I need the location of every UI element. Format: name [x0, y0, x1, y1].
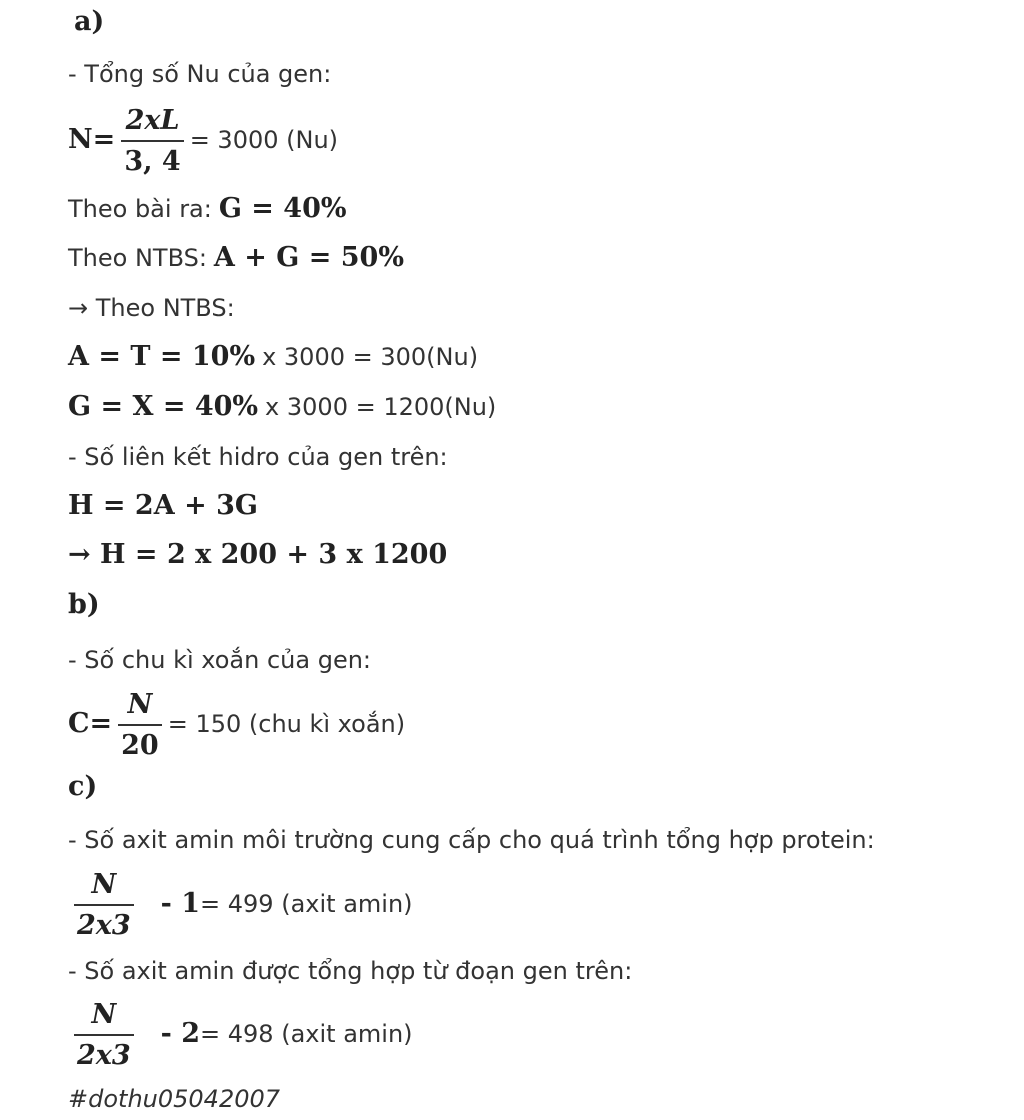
h-formula: H = 2A + 3G — [68, 490, 258, 521]
part-c-label: c) — [68, 771, 98, 802]
part-a-label: a) — [74, 6, 105, 37]
n-fraction — [121, 104, 183, 179]
h-calc: → H = 2 x 200 + 3 x 1200 — [68, 539, 448, 570]
given-line — [68, 193, 347, 225]
helix-heading: - Số chu kì xoắn của gen: — [68, 646, 372, 674]
given-math: G = 40% — [218, 193, 347, 224]
f2-result: = 498 (axit amin) — [200, 1020, 413, 1049]
hydro-heading: - Số liên kết hidro của gen trên: — [68, 443, 448, 471]
at-math: A = T = 10% — [68, 341, 256, 372]
ntbs-line — [68, 242, 404, 274]
hashtag: #dothu05042007 — [68, 1085, 281, 1113]
at-line — [68, 341, 478, 373]
part-b-label: b) — [68, 589, 100, 620]
f2-denominator: 2x3 — [77, 1040, 131, 1071]
c-formula — [68, 688, 405, 763]
amino-heading-2: - Số axit amin được tổng hợp từ đoạn gen trên: — [68, 957, 633, 985]
given-label: Theo bài ra: — [68, 195, 212, 223]
total-nu-heading: - Tổng số Nu của gen: — [68, 60, 332, 88]
f1-minus: - 1 — [160, 888, 201, 920]
c-numerator: N — [118, 688, 162, 726]
at-rest: x 3000 = 300(Nu) — [262, 343, 479, 371]
n-denominator: 3, 4 — [124, 146, 181, 177]
amino-formula-1 — [68, 868, 413, 943]
f1-fraction — [74, 868, 134, 943]
ntbs-math: A + G = 50% — [213, 242, 404, 273]
arrow-ntbs: → Theo NTBS: — [68, 294, 235, 322]
c-fraction — [118, 688, 162, 763]
c-lhs: C= — [68, 708, 113, 740]
n-lhs: N= — [68, 124, 116, 156]
f1-denominator: 2x3 — [77, 910, 131, 941]
amino-heading-1: - Số axit amin môi trường cung cấp cho quá trình tổng hợp protein: — [68, 826, 875, 854]
gx-line — [68, 391, 496, 423]
c-result: = 150 (chu kì xoắn) — [167, 710, 406, 739]
f2-fraction — [74, 998, 134, 1073]
gx-math: G = X = 40% — [68, 391, 259, 422]
n-result: = 3000 (Nu) — [189, 126, 339, 155]
f1-result: = 499 (axit amin) — [200, 890, 413, 919]
n-formula — [68, 104, 338, 179]
f2-minus: - 2 — [160, 1018, 201, 1050]
gx-rest: x 3000 = 1200(Nu) — [265, 393, 497, 421]
ntbs-label: Theo NTBS: — [68, 244, 207, 272]
amino-formula-2 — [68, 998, 413, 1073]
c-denominator: 20 — [121, 730, 159, 761]
f2-numerator: N — [74, 998, 134, 1036]
n-numerator: 2xL — [121, 104, 183, 142]
f1-numerator: N — [74, 868, 134, 906]
